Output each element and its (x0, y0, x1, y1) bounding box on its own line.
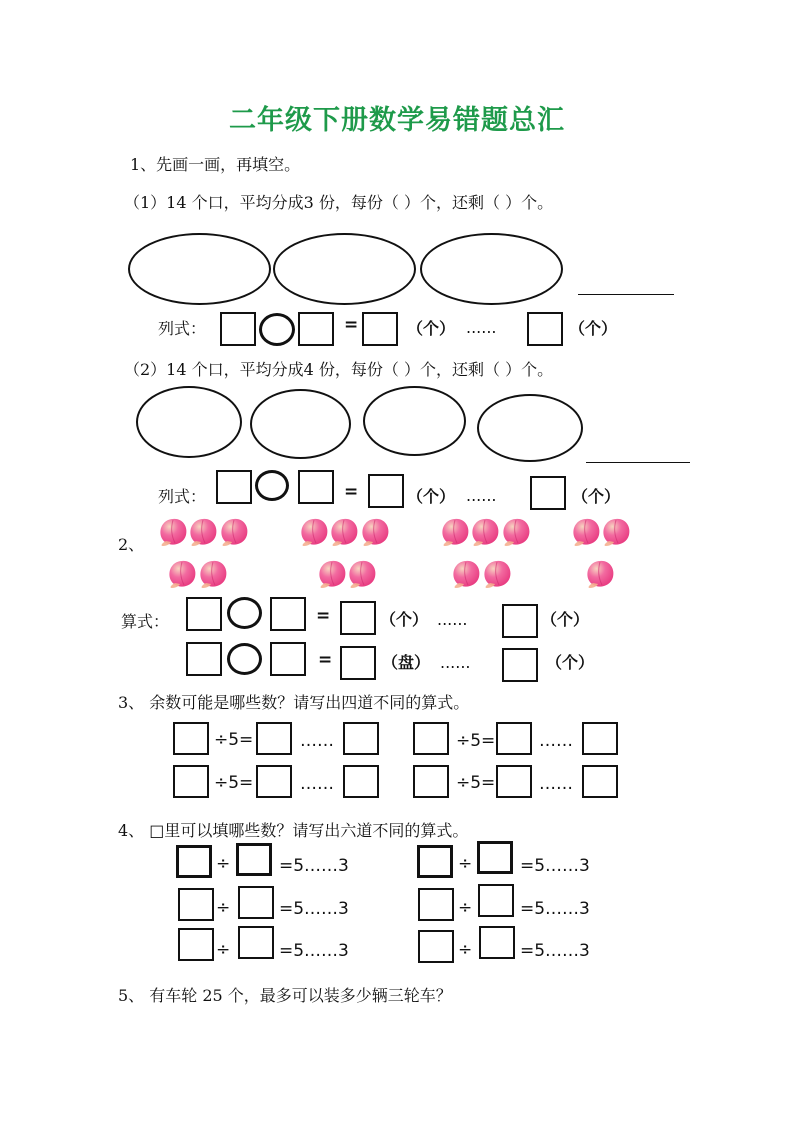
result-text: =5……3 (520, 899, 590, 919)
drawing-oval-2[interactable] (273, 233, 416, 305)
ellipsis: …… (300, 731, 334, 751)
drawing-oval-2[interactable] (250, 389, 351, 459)
answer-box[interactable] (298, 470, 334, 504)
peach-icon (346, 557, 376, 587)
answer-box[interactable] (256, 765, 292, 798)
q1-part2-text: （2）14 个口，平均分成4 份，每份（ ）个，还剩（ ）个。 (124, 360, 554, 379)
answer-box[interactable] (270, 597, 306, 631)
answer-box[interactable] (186, 642, 222, 676)
answer-box[interactable] (478, 884, 514, 917)
divide-five-equals: ÷5= (456, 773, 496, 793)
q3-text: 3、 余数可能是哪些数？请写出四道不同的算式。 (118, 693, 470, 712)
answer-box[interactable] (362, 312, 398, 346)
equals-sign: = (344, 315, 359, 335)
drawing-oval-4[interactable] (477, 394, 583, 462)
divide-five-equals: ÷5= (456, 731, 496, 751)
peach-icon (469, 515, 499, 545)
equals-sign: = (318, 650, 333, 670)
answer-box[interactable] (343, 722, 379, 755)
peach-icon (584, 557, 614, 587)
ellipsis: ...... (466, 486, 497, 505)
peach-icon (166, 557, 196, 587)
answer-box[interactable] (173, 765, 209, 798)
answer-box[interactable] (176, 845, 212, 878)
result-text: =5……3 (520, 941, 590, 961)
answer-box[interactable] (582, 765, 618, 798)
answer-box[interactable] (238, 926, 274, 959)
answer-box[interactable] (340, 646, 376, 680)
divide-sign: ÷ (458, 854, 473, 874)
peach-icon (328, 515, 358, 545)
answer-box[interactable] (343, 765, 379, 798)
unit-label: （个） (546, 653, 595, 672)
remainder-line (578, 294, 674, 295)
peach-icon (187, 515, 217, 545)
divide-five-equals: ÷5= (214, 730, 254, 750)
answer-box[interactable] (479, 926, 515, 959)
answer-box[interactable] (527, 312, 563, 346)
q5-text: 5、 有车轮 25 个，最多可以装多少辆三轮车？ (118, 986, 452, 1005)
divide-sign: ÷ (458, 940, 473, 960)
equals-sign: = (344, 482, 359, 502)
peach-icon (359, 515, 389, 545)
ellipsis: ...... (466, 318, 497, 337)
answer-box[interactable] (413, 765, 449, 798)
unit-label: （盘） (382, 653, 431, 672)
formula-label: 列式： (158, 319, 207, 338)
answer-box[interactable] (340, 601, 376, 635)
ellipsis: ...... (440, 653, 471, 672)
result-text: =5……3 (520, 856, 590, 876)
divide-sign: ÷ (216, 854, 231, 874)
ellipsis: …… (300, 774, 334, 794)
ellipsis: ...... (437, 610, 468, 629)
peach-icon (439, 515, 469, 545)
unit-label: （个） (407, 487, 456, 506)
divide-sign: ÷ (458, 898, 473, 918)
formula-label: 算式： (121, 612, 170, 631)
peach-icon (450, 557, 480, 587)
answer-box[interactable] (496, 765, 532, 798)
answer-box[interactable] (173, 722, 209, 755)
answer-box[interactable] (238, 886, 274, 919)
operator-circle[interactable] (227, 597, 262, 629)
answer-box[interactable] (270, 642, 306, 676)
answer-box[interactable] (298, 312, 334, 346)
answer-box[interactable] (502, 604, 538, 638)
q2-number: 2、 (118, 535, 145, 554)
remainder-line (586, 462, 690, 463)
equals-sign: = (316, 606, 331, 626)
ellipsis: …… (539, 731, 573, 751)
peach-icon (298, 515, 328, 545)
drawing-oval-3[interactable] (420, 233, 563, 305)
answer-box[interactable] (216, 470, 252, 504)
divide-five-equals: ÷5= (214, 773, 254, 793)
answer-box[interactable] (178, 928, 214, 961)
peach-icon (570, 515, 600, 545)
divide-sign: ÷ (216, 940, 231, 960)
peach-icon (600, 515, 630, 545)
q4-text: 4、 □里可以填哪些数？请写出六道不同的算式。 (118, 821, 469, 840)
peach-icon (316, 557, 346, 587)
answer-box[interactable] (178, 888, 214, 921)
answer-box[interactable] (418, 930, 454, 963)
divide-sign: ÷ (216, 898, 231, 918)
answer-box[interactable] (220, 312, 256, 346)
answer-box[interactable] (530, 476, 566, 510)
unit-label: （个） (407, 319, 456, 338)
result-text: =5……3 (279, 941, 349, 961)
answer-box[interactable] (417, 845, 453, 878)
operator-circle[interactable] (255, 470, 289, 501)
peach-icon (157, 515, 187, 545)
unit-label: （个） (572, 487, 621, 506)
answer-box[interactable] (502, 648, 538, 682)
operator-circle[interactable] (227, 643, 262, 675)
peach-icon (481, 557, 511, 587)
drawing-oval-1[interactable] (136, 386, 242, 458)
q1-heading: 1、先画一画，再填空。 (130, 155, 301, 174)
answer-box[interactable] (418, 888, 454, 921)
answer-box[interactable] (582, 722, 618, 755)
answer-box[interactable] (413, 722, 449, 755)
peach-icon (218, 515, 248, 545)
drawing-oval-3[interactable] (363, 386, 466, 456)
unit-label: （个） (380, 610, 429, 629)
unit-label: （个） (569, 319, 618, 338)
result-text: =5……3 (279, 899, 349, 919)
result-text: =5……3 (279, 856, 349, 876)
peach-icon (197, 557, 227, 587)
answer-box[interactable] (186, 597, 222, 631)
formula-label: 列式： (158, 487, 207, 506)
answer-box[interactable] (236, 843, 272, 876)
unit-label: （个） (541, 610, 590, 629)
ellipsis: …… (539, 774, 573, 794)
operator-circle[interactable] (259, 313, 295, 346)
answer-box[interactable] (496, 722, 532, 755)
answer-box[interactable] (477, 841, 513, 874)
peach-icon (500, 515, 530, 545)
drawing-oval-1[interactable] (128, 233, 271, 305)
answer-box[interactable] (368, 474, 404, 508)
answer-box[interactable] (256, 722, 292, 755)
page-title: 二年级下册数学易错题总汇 (229, 105, 565, 136)
q1-part1-text: （1）14 个口，平均分成3 份，每份（ ）个，还剩（ ）个。 (124, 193, 554, 212)
